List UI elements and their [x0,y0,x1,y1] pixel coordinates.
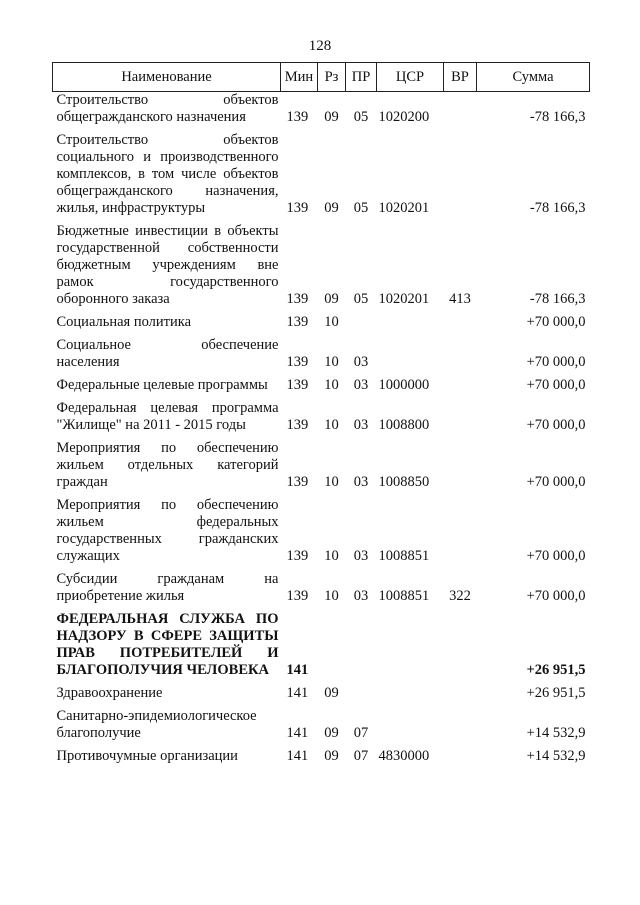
row-vr [444,400,477,440]
row-pr: 07 [353,725,369,741]
row-name: Федеральная целевая программа "Жилище" на 2011 - 2015 годы [56,400,279,433]
row-rz: 10 [324,377,339,393]
row-pr: 03 [353,354,369,370]
row-vr [444,611,477,685]
row-vr [444,314,477,337]
table-row [53,571,590,611]
table-row [53,314,590,337]
row-rz: 09 [324,725,339,741]
row-min: 139 [286,314,309,330]
row-sum: -78 166,3 [529,200,586,216]
row-vr [444,440,477,497]
row-name: Мероприятия по обеспечению жильем отдельных категорий граждан [56,440,279,490]
row-vr [444,748,477,771]
row-vr [444,337,477,377]
row-min: 141 [286,748,309,764]
row-csr: 1008851 [378,588,430,604]
header-min: Мин [281,63,318,92]
header-sum: Сумма [477,63,590,92]
row-name: Социальное обеспечение населения [56,337,279,370]
row-pr [346,685,377,708]
row-pr: 03 [353,548,369,564]
row-sum: +14 532,9 [526,725,586,741]
row-sum: +26 951,5 [526,685,586,701]
row-vr [444,685,477,708]
row-vr: 413 [449,291,471,307]
table-row [53,223,590,314]
row-csr [377,708,444,748]
row-min: 141 [286,725,309,741]
row-rz: 09 [324,748,339,764]
header-rz: Рз [318,63,346,92]
row-min: 139 [286,291,309,307]
table-row [53,337,590,377]
row-vr [444,708,477,748]
table-row [53,440,590,497]
row-sum: +70 000,0 [526,588,586,604]
row-name: Противочумные организации [56,748,238,764]
row-csr [377,611,444,685]
row-rz [318,611,346,685]
row-sum: +14 532,9 [526,748,586,764]
row-vr: 322 [449,588,471,604]
row-rz: 10 [324,474,339,490]
table-header [53,63,590,92]
row-min: 139 [286,588,309,604]
row-csr: 4830000 [378,748,430,764]
row-csr: 1008850 [378,474,430,490]
row-pr: 03 [353,377,369,393]
header-name: Наименование [53,63,281,92]
row-csr [377,314,444,337]
row-name: Здравоохранение [56,685,163,701]
row-rz: 10 [324,417,339,433]
row-csr: 1020200 [378,109,430,125]
table-row [53,497,590,571]
row-csr [377,337,444,377]
row-csr: 1020201 [378,291,430,307]
row-min: 139 [286,200,309,216]
row-rz: 10 [324,548,339,564]
row-csr: 1008851 [378,548,430,564]
row-name: Бюджетные инвестиции в объекты государственной собственности бюджетным учреждениям вне рамок государственного оборонного заказа [56,223,279,307]
row-sum: +70 000,0 [526,474,586,490]
table-row [53,92,590,133]
table-row [53,611,590,685]
header-csr: ЦСР [377,63,444,92]
row-rz: 09 [324,685,339,701]
row-name: Строительство объектов общегражданского назначения [56,92,279,125]
row-pr [346,611,377,685]
row-csr: 1020201 [378,200,430,216]
table-row [53,132,590,223]
row-vr [444,132,477,223]
row-min: 141 [286,662,309,678]
row-vr [444,377,477,400]
row-csr [377,685,444,708]
row-pr: 03 [353,417,369,433]
row-vr [444,92,477,133]
row-sum: +70 000,0 [526,548,586,564]
table-row [53,377,590,400]
budget-table [52,62,590,771]
table-body [53,92,590,772]
header-vr: ВР [444,63,477,92]
row-csr: 1000000 [378,377,430,393]
row-pr: 05 [353,291,369,307]
table-row [53,400,590,440]
row-name: Субсидии гражданам на приобретение жилья [56,571,279,604]
row-min: 139 [286,474,309,490]
row-pr: 03 [353,588,369,604]
row-sum: -78 166,3 [529,291,586,307]
row-rz: 10 [324,588,339,604]
row-pr: 07 [353,748,369,764]
row-rz: 09 [324,109,339,125]
row-name: Федеральные целевые программы [56,377,268,393]
row-csr: 1008800 [378,417,430,433]
row-pr [346,314,377,337]
table-row [53,748,590,771]
row-rz: 10 [324,354,339,370]
row-rz: 10 [324,314,339,330]
table-row [53,708,590,748]
row-min: 139 [286,548,309,564]
row-name: Строительство объектов социального и производственного комплексов, в том числе объектов общегражданского назначения, жилья, инфраструктуры [56,132,279,216]
page-number: 128 [308,38,332,54]
row-sum: +70 000,0 [526,417,586,433]
row-min: 139 [286,354,309,370]
row-pr: 05 [353,109,369,125]
row-name: Мероприятия по обеспечению жильем федеральных государственных гражданских служащих [56,497,279,564]
row-min: 139 [286,109,309,125]
header-pr: ПР [346,63,377,92]
row-pr: 03 [353,474,369,490]
row-rz: 09 [324,291,339,307]
row-rz: 09 [324,200,339,216]
row-name: Санитарно-эпидемиологическое благополучие [56,708,257,741]
table-row [53,685,590,708]
row-sum: -78 166,3 [529,109,586,125]
row-sum: +26 951,5 [526,662,586,678]
row-name: ФЕДЕРАЛЬНАЯ СЛУЖБА ПО НАДЗОРУ В СФЕРЕ ЗАЩИТЫ ПРАВ ПОТРЕБИТЕЛЕЙ И БЛАГОПОЛУЧИЯ ЧЕЛОВЕКА [56,611,279,678]
row-sum: +70 000,0 [526,314,586,330]
row-sum: +70 000,0 [526,354,586,370]
row-min: 139 [286,417,309,433]
row-sum: +70 000,0 [526,377,586,393]
row-name: Социальная политика [56,314,192,330]
row-vr [444,497,477,571]
row-pr: 05 [353,200,369,216]
row-min: 141 [286,685,309,701]
row-min: 139 [286,377,309,393]
